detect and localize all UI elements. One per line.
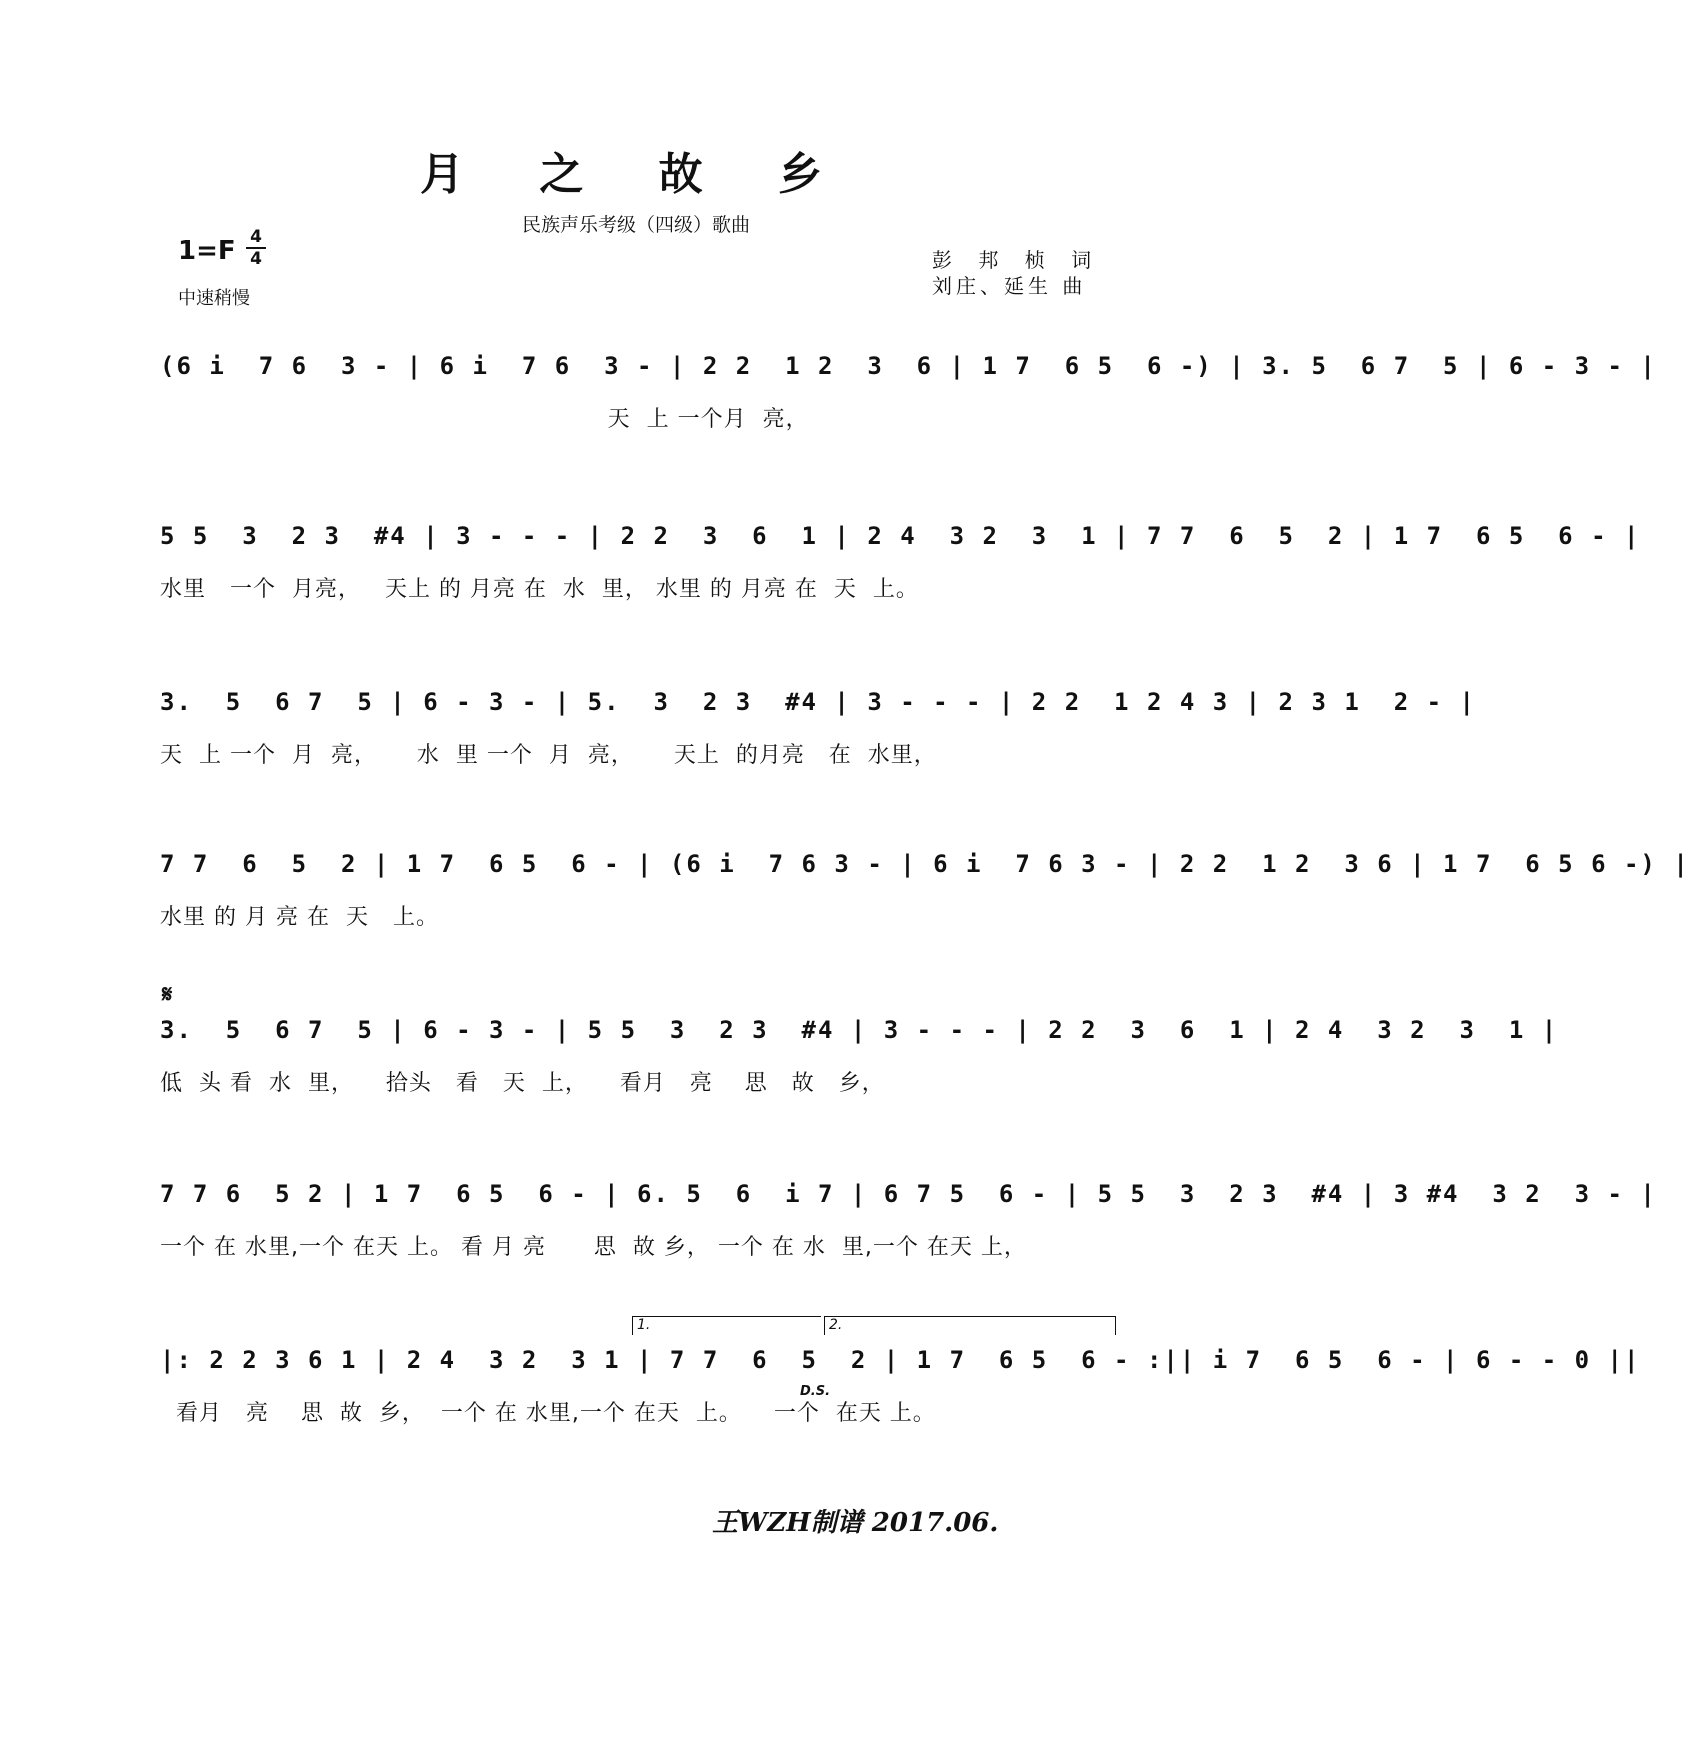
notes: |: 2 2 3 6 1 | 2 4 3 2 3 1 | 7 7 6 5 2 | 1 7 6 5 6 - :|| i 7 6 5 6 - | 6 - - 0 || xyxy=(160,1346,1641,1374)
transcriber-signature: 王WZH制谱 2017.06. xyxy=(712,1508,999,1538)
notes: (6 i 7 6 3 - | 6 i 7 6 3 - | 2 2 1 2 3 6 | 1 7 6 5 6 -) | 3. 5 6 7 5 | 6 - 3 - | xyxy=(160,352,1657,380)
notes: 3. 5 6 7 5 | 6 - 3 - | 5 5 3 2 3 #4 | 3 - - - | 2 2 3 6 1 | 2 4 3 2 3 1 | xyxy=(160,1016,1559,1044)
time-signature xyxy=(246,228,266,268)
segno-sign: 𝄋 xyxy=(162,980,173,1008)
lyricist: 彭 邦 桢 词 xyxy=(932,248,1102,272)
notes: 7 7 6 5 2 | 1 7 6 5 6 - | (6 i 7 6 3 - | 6 i 7 6 3 - | 2 2 1 2 3 6 | 1 7 6 5 6 -) | xyxy=(160,850,1690,878)
time-signature-top: 4 xyxy=(250,227,262,247)
key-signature: 1=F xyxy=(178,236,236,266)
page-title: 月 之 故 乡 xyxy=(420,149,852,200)
lyrics: 水里 的 月 亮 在 天 上。 xyxy=(160,905,439,930)
notes: 7 7 6 5 2 | 1 7 6 5 6 - | 6. 5 6 i 7 | 6 7 5 6 - | 5 5 3 2 3 #4 | 3 #4 3 2 3 - | xyxy=(160,1180,1657,1208)
volta-second-ending: 2. xyxy=(824,1316,1116,1335)
notes: 3. 5 6 7 5 | 6 - 3 - | 5. 3 2 3 #4 | 3 - - - | 2 2 1 2 4 3 | 2 3 1 2 - | xyxy=(160,688,1476,716)
lyrics: 天 上 一个 月 亮， 水 里 一个 月 亮， 天上 的月亮 在 水里， xyxy=(160,743,937,768)
lyrics: 水里 一个 月亮， 天上 的 月亮 在 水 里， 水里 的 月亮 在 天 上。 xyxy=(160,577,919,602)
lyrics: 看月 亮 思 故 乡， 一个 在 水里,一个 在天 上。 一个 在天 上。 xyxy=(160,1401,936,1426)
subtitle: 民族声乐考级（四级）歌曲 xyxy=(521,214,750,236)
lyrics: 低 头 看 水 里， 拾头 看 天 上， 看月 亮 思 故 乡， xyxy=(160,1071,885,1096)
dal-segno-marking: D.S. xyxy=(800,1384,831,1399)
time-signature-bottom: 4 xyxy=(250,249,262,269)
composer: 刘庄、延生 曲 xyxy=(932,274,1087,298)
lyrics: 天 上 一个月 亮， xyxy=(160,407,809,432)
tempo-marking: 中速稍慢 xyxy=(178,288,250,309)
lyrics: 一个 在 水里,一个 在天 上。 看 月 亮 思 故 乡， 一个 在 水 里,一个 在天 上， xyxy=(160,1235,1027,1260)
notes: 5 5 3 2 3 #4 | 3 - - - | 2 2 3 6 1 | 2 4 3 2 3 1 | 7 7 6 5 2 | 1 7 6 5 6 - | xyxy=(160,522,1641,550)
volta-first-ending: 1. xyxy=(632,1316,821,1335)
